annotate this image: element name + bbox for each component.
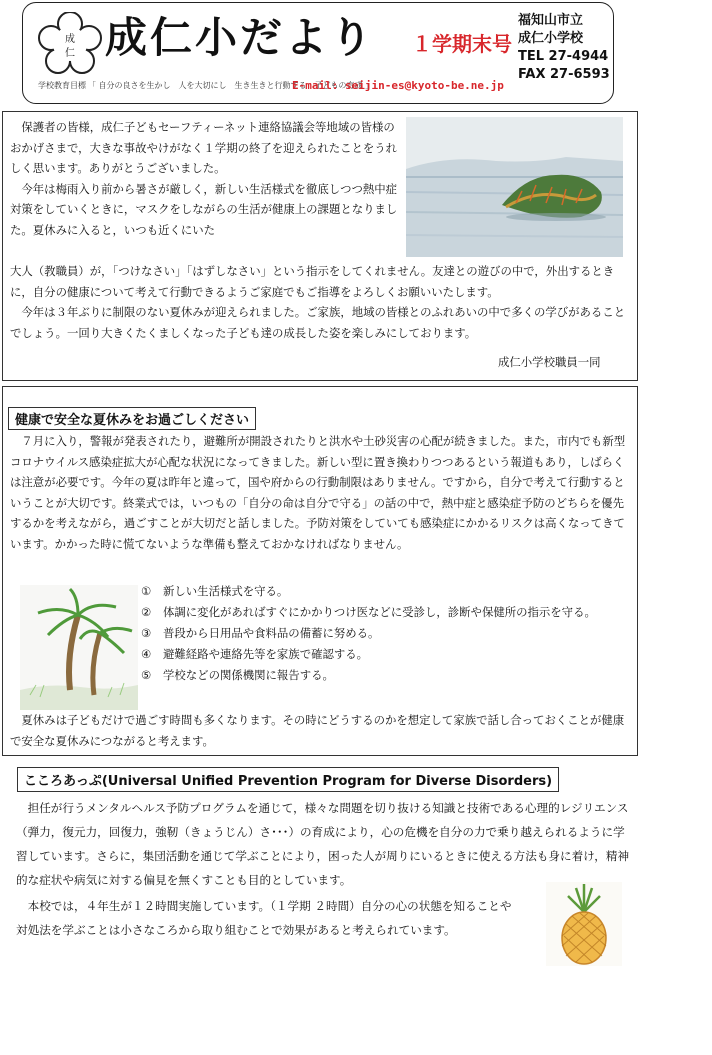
greeting-paragraph-1: 保護者の皆様，成仁子どもセーフティーネット連絡協議会等地域の皆様のおかげさまで，大きな事故やけがなく１学期の終了を迎えられたことをうれしく思います。ありがとうございました。	[10, 120, 398, 175]
kokoro-up-paragraph-1: 担任が行うメンタルヘルス予防プログラムを通じて，様々な問題を切り抜ける知識と技術である心理的レジリエンス（弾力，復元力，回復力，強靭（きょうじん）さ･･･）の育成により，心の危機を自分の力で乗り越えられるように学習しています。さらに，集団活動を通じて学ぶことにより，困った人が周りにいるときに使える方法も身に着け，精神的な症状や病気に対する偏見を無くすことも目的としています。	[16, 801, 630, 887]
svg-text:仁: 仁	[65, 48, 75, 59]
motto-label: 学校教育目標	[38, 81, 86, 90]
pineapple-drawing-image	[546, 882, 622, 966]
summer-safety-closing-paragraph: 夏休みは子どもだけで過ごす時間も多くなります。その時にどうするのかを想定して家族で話し合っておくことが健康で安全な夏休みにつながると考えます。	[10, 713, 625, 748]
list-item: ① 新しい生活様式を守る。	[141, 584, 289, 598]
greeting-paragraph-2: 今年は梅雨入り前から暑さが厳しく，新しい生活様式を徹底しつつ熱中症対策をしていくときに，マスクをしながらの生活が健康上の課題となりました。夏休みに入ると，いつも近くにいた	[10, 181, 398, 237]
school-fax: FAX 27-6593	[518, 67, 610, 82]
school-emblem-icon	[38, 12, 102, 76]
greeting-paragraph-2-cont: 大人（教職員）が，「つけなさい」「はずしなさい」という指示をしてくれません。友達との遊びの中で，外出するときに，自分の健康について考えて行動できるようご家庭でもご指導をよろしくお願いいたします。	[10, 264, 615, 299]
issue-label: １学期末号	[412, 32, 512, 56]
summer-safety-paragraph: ７月に入り，警報が発表されたり，避難所が開設されたりと洪水や土砂災害の心配が続きました。また，市内でも新型コロナウイルス感染症拡大が心配な状況になってきました。新しい型に置き換わりつつあるという報道もあり，しばらくは注意が必要です。今年の夏は昨年と違って，国や府からの行動制限はありません。ですから，自分で考えて行動するということが大切です。終業式では，いつもの「自分の命は自分で守る」の話の中で，熱中症と感染症予防のどちらを優先するかを考えながら，過ごすことが大切だと話しました。予防対策をしていても感染症にかかるリスクは高くなってきています。かかった時に慌てないような準備も整えておかなければなりません。	[10, 434, 626, 551]
school-tel: TEL 27-4944	[518, 49, 609, 64]
school-info	[518, 12, 610, 84]
newsletter-title: 成仁小だより	[105, 13, 376, 62]
school-name: 成仁小学校	[518, 31, 584, 46]
greeting-paragraph-3: 今年は３年ぶりに制限のない夏休みが迎えられました。ご家族，地域の皆様とのふれあいの中で多くの学びがあることでしょう。一回り大きくたくましくなった子ども達の成長した姿を楽しみにしております。	[10, 305, 626, 340]
kokoro-up-paragraph-2: 本校では，４年生が１２時間実施しています。（１学期 ２時間）自分の心の状態を知ることや対処法を学ぶことは小さなころから取り組むことで効果があると考えられています。	[16, 899, 512, 937]
signature: 成仁小学校職員一同	[498, 355, 601, 369]
summer-safety-closing	[10, 710, 632, 751]
precaution-list	[141, 581, 631, 686]
svg-text:成: 成	[65, 34, 75, 45]
palm-tree-painting-image	[20, 585, 138, 710]
island-painting-image	[406, 117, 623, 257]
kokoro-up-heading: こころあっぷ(Universal Unified Prevention Program for Diverse Disorders)	[17, 767, 559, 792]
list-item: ③ 普段から日用品や食料品の備蓄に努める。	[141, 626, 380, 640]
list-item: ② 体調に変化があればすぐにかかりつけ医などに受診し，診断や保健所の指示を守る。	[141, 605, 596, 619]
list-item: ⑤ 学校などの関係機関に報告する。	[141, 668, 334, 682]
greeting-text-bottom	[10, 261, 632, 343]
school-motto: 「 自分の良さを生かし 人を大切にし 生き生きと行動する 子どもの育成 」	[88, 81, 374, 90]
school-city: 福知山市立	[518, 13, 584, 28]
summer-safety-heading: 健康で安全な夏休みをお過ごしください	[8, 407, 256, 430]
greeting-text-top	[10, 117, 402, 240]
summer-safety-intro	[10, 431, 632, 554]
list-item: ④ 避難経路や連絡先等を家族で確認する。	[141, 647, 369, 661]
email-link[interactable]: E-mail: seijin-es@kyoto-be.ne.jp	[292, 79, 504, 92]
